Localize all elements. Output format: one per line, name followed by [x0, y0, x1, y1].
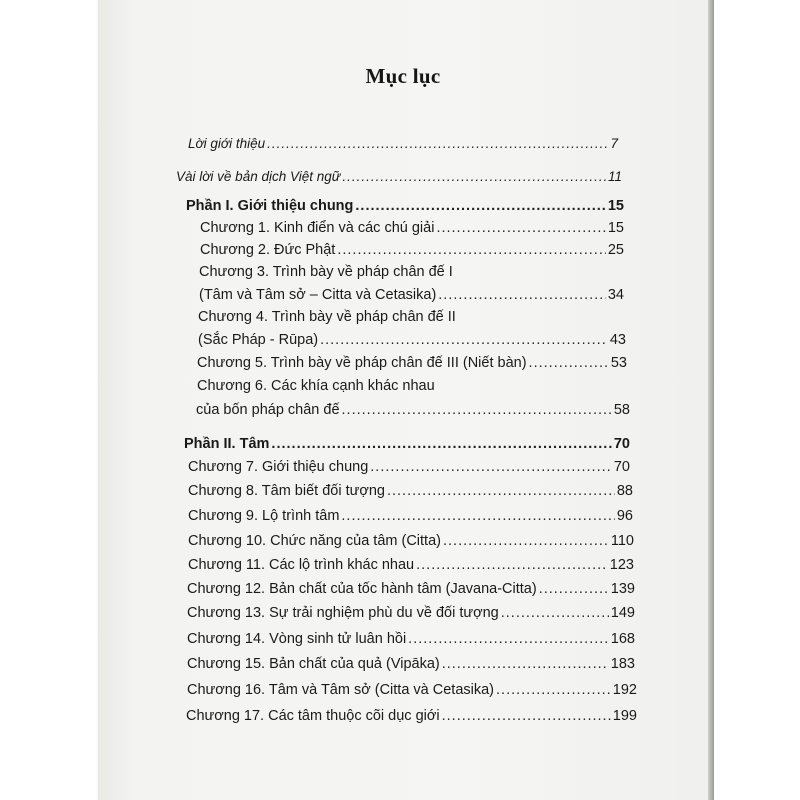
toc-entry-page: 53: [610, 355, 627, 371]
leader-dots: [496, 682, 611, 698]
toc-entry: [198, 332, 626, 348]
page-title: Mục lục: [365, 64, 441, 88]
part-page: 15: [607, 198, 624, 214]
toc-entry: [188, 136, 618, 151]
toc-entry: [188, 483, 633, 499]
leader-dots: [501, 605, 609, 621]
toc-entry: [197, 355, 627, 371]
toc-entry-label: Chương 14. Vòng sinh tử luân hồi: [187, 631, 407, 647]
toc-entry-label: Vài lời về bản dịch Việt ngữ: [176, 169, 341, 184]
leader-dots: [408, 631, 609, 647]
toc-entry-page: 123: [609, 557, 634, 573]
leader-dots: [387, 483, 615, 499]
leader-dots: [442, 656, 609, 672]
page-edge: [708, 0, 714, 800]
part-heading: [184, 436, 630, 452]
toc-entry-label: Chương 13. Sự trải nghiệm phù du về đối tượng: [187, 605, 499, 621]
leader-dots: [442, 708, 611, 724]
book-page: [98, 0, 708, 800]
toc-entry: [187, 581, 635, 597]
toc-entry: [188, 533, 634, 549]
toc-entry-page: 88: [616, 483, 633, 499]
toc-entry-label: Chương 16. Tâm và Tâm sở (Citta và Cetasika): [187, 682, 495, 698]
leader-dots: [271, 436, 611, 452]
toc-entry: [188, 557, 634, 573]
toc-entry-page: 149: [610, 605, 635, 621]
part-label: Phần I. Giới thiệu chung: [186, 198, 354, 214]
leader-dots: [320, 332, 608, 348]
toc-entry-page: 7: [610, 136, 618, 151]
leader-dots: [341, 508, 614, 524]
toc-entry-page: 192: [612, 682, 637, 698]
toc-entry-line1: Chương 4. Trình bày về pháp chân đế II: [198, 309, 456, 325]
toc-entry-label: Chương 12. Bản chất của tốc hành tâm (Javana-Citta): [187, 581, 537, 597]
leader-dots: [443, 533, 609, 549]
toc-entry-label: Chương 2. Đức Phật: [200, 242, 336, 258]
toc-entry-label: Chương 7. Giới thiệu chung: [188, 459, 369, 475]
toc-entry-page: 110: [610, 533, 634, 549]
toc-entry-label: (Tâm và Tâm sở – Citta và Cetasika): [199, 287, 437, 303]
toc-entry-label: Lời giới thiệu: [188, 136, 266, 151]
toc-entry-page: 11: [607, 169, 622, 184]
leader-dots: [529, 355, 609, 371]
leader-dots: [355, 198, 605, 214]
toc-entry: [188, 508, 633, 524]
leader-dots: [370, 459, 612, 475]
leader-dots: [438, 287, 606, 303]
toc-entry-label: Chương 17. Các tâm thuộc cõi dục giới: [186, 708, 440, 724]
toc-entry: [200, 220, 624, 236]
leader-dots: [342, 169, 606, 184]
toc-entry-page: 96: [616, 508, 633, 524]
part-label: Phần II. Tâm: [184, 436, 270, 452]
toc-entry-label: Chương 1. Kinh điển và các chú giải: [200, 220, 435, 236]
toc-entry-label: của bốn pháp chân đế: [196, 402, 340, 418]
toc-entry: [176, 169, 622, 184]
leader-dots: [337, 242, 606, 258]
toc-entry: [188, 459, 630, 475]
toc-entry: [199, 287, 624, 303]
toc-entry-label: (Sắc Pháp - Rūpa): [198, 332, 319, 348]
leader-dots: [342, 402, 612, 418]
toc-entry-page: 139: [610, 581, 635, 597]
toc-entry-line1: Chương 6. Các khía cạnh khác nhau: [197, 378, 435, 394]
leader-dots: [416, 557, 608, 573]
toc-entry-label: Chương 5. Trình bày về pháp chân đế III (Niết bàn): [197, 355, 527, 371]
toc-entry: [187, 605, 635, 621]
toc-entry-page: 15: [607, 220, 624, 236]
toc-entry-label: Chương 8. Tâm biết đối tượng: [188, 483, 385, 499]
toc-entry-page: 70: [613, 459, 630, 475]
toc-entry-label: Chương 11. Các lộ trình khác nhau: [188, 557, 415, 573]
toc-entry: [187, 631, 635, 647]
toc-entry-line1: Chương 3. Trình bày về pháp chân đế I: [199, 264, 453, 280]
leader-dots: [539, 581, 609, 597]
part-heading: [186, 198, 624, 214]
toc-entry-page: 168: [610, 631, 635, 647]
toc-entry: [196, 402, 630, 418]
toc-entry-page: 199: [612, 708, 637, 724]
toc-entry-label: Chương 15. Bản chất của quả (Vipāka): [187, 656, 440, 672]
toc-entry-page: 183: [610, 656, 635, 672]
toc-entry: [187, 682, 637, 698]
leader-dots: [267, 136, 608, 151]
toc-entry-page: 25: [607, 242, 624, 258]
toc-entry: [187, 656, 635, 672]
toc-entry-page: 58: [613, 402, 630, 418]
toc-entry-label: Chương 9. Lộ trình tâm: [188, 508, 340, 524]
leader-dots: [436, 220, 605, 236]
toc-entry-label: Chương 10. Chức năng của tâm (Citta): [188, 533, 441, 549]
toc-entry: [200, 242, 624, 258]
toc-entry: [186, 708, 637, 724]
part-page: 70: [613, 436, 630, 452]
toc-entry-page: 43: [609, 332, 626, 348]
toc-entry-page: 34: [607, 287, 624, 303]
